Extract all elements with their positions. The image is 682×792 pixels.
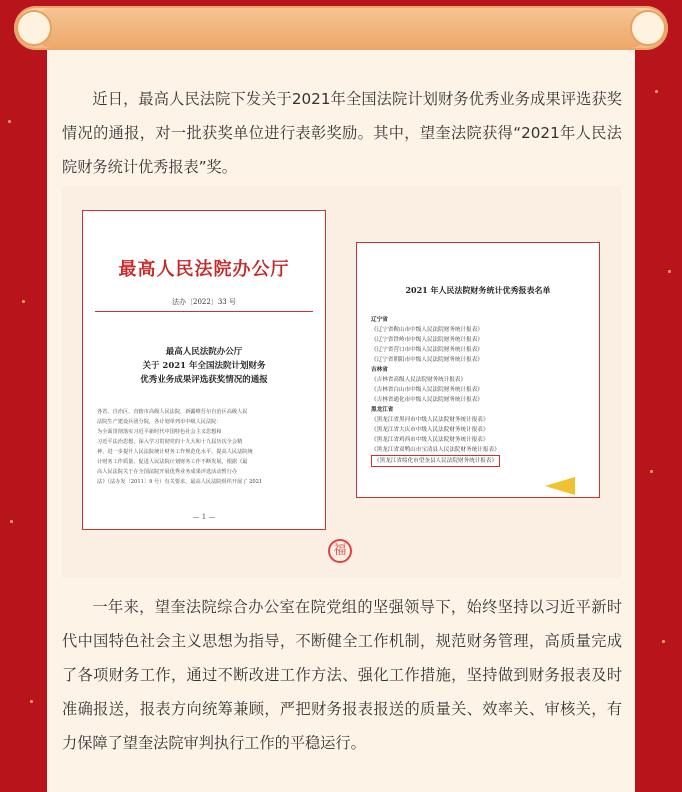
highlighted-entry: 《黑龙江省绥化市望奎县人民法院财务统计报表》 xyxy=(371,455,500,467)
doc1-number: 法办〔2022〕33 号 xyxy=(172,298,236,306)
intro-paragraph: 近日，最高人民法院下发关于2021年全国法院计划财务优秀业务成果评选获奖情况的通报，对一批获奖单位进行表彰奖励。其中，望奎法院获得“2021年人民法院财务统计优秀报表”奖。 xyxy=(62,90,622,176)
closing-paragraph: 一年来，望奎法院综合办公室在院党组的坚强领导下，始终坚持以习近平新时代中国特色社会主义思想为指导，不断健全工作机制，规范财务管理，高质量完成了各项财务工作，通过不断改进工作方法、强化工作措施，坚持做到财务报表及时准确报送，报表方向统筹兼顾，严把财务报表报送的质量关、效率关、审核关，有力保障了望奎法院审判执行工作的平稳运行。 xyxy=(62,598,622,752)
notice-document-image xyxy=(82,210,326,530)
doc1-red-rule xyxy=(95,311,313,312)
doc2-list: 辽宁省 《辽宁省鞍山市中级人民法院财务统计报表》 《辽宁省铁岭市中级人民法院财务统计报表》 《辽宁省营口市中级人民法院财务统计报表》 《辽宁省朝阳市中级人民法院财务统计报表》 吉林省 《吉林省高级人民法院财务统计报表》 《吉林省白山市中级人民法院财务统计报表》 《吉林省通化市中级人民法院财务统计报表》 黑龙江省 《黑龙江省黑河市中级人民法院财务统计报表》 《黑龙江省大庆市中级人民法院财务统计报表》 《黑龙江省鸡西市中级人民法院财务统计报表》 《黑龙江省双鸭山市宝清县人民法院财务统计报表》 《黑龙江省绥化市望奎县人民法院财务统计报表》 xyxy=(371,315,585,467)
award-list-document-image xyxy=(356,242,600,498)
doc2-title: 2021 年人民法院财务统计优秀报表名单 xyxy=(405,285,551,295)
scroll-header-decoration xyxy=(14,6,668,50)
fu-seal-icon: 福 xyxy=(328,539,352,563)
doc1-page-number: — 1 — xyxy=(192,513,216,521)
document-image-panel xyxy=(62,186,622,578)
doc1-heading: 最高人民法院办公厅 关于 2021 年全国法院计划财务 优秀业务成果评选获奖情况的通报 xyxy=(140,347,268,385)
doc1-body: 各省、自治区、直辖市高级人民法院，新疆维吾尔自治区高级人民 法院生产建设兵团分院，各计划单列市中级人民法院： 为全面贯彻落实习近平新时代中国特色社会主义思想和 习近平法治思想，深入学习贯彻党的十九大和十九届历次全会精 神，进一步提升人民法院统计财务工作规范化水平，提高人民法院统 计财务工作质量，促进人民法院计划财务工作不断发展，根据《最 高人民法院关于在全国法院开展优秀业务成果评选活动暂行办 法》（法办发〔2011〕9 号）有关要求，最高人民法院组织开展了 2021 xyxy=(97,409,263,485)
yellow-arrow-icon xyxy=(545,477,575,495)
doc1-title: 最高人民法院办公厅 xyxy=(118,259,290,280)
